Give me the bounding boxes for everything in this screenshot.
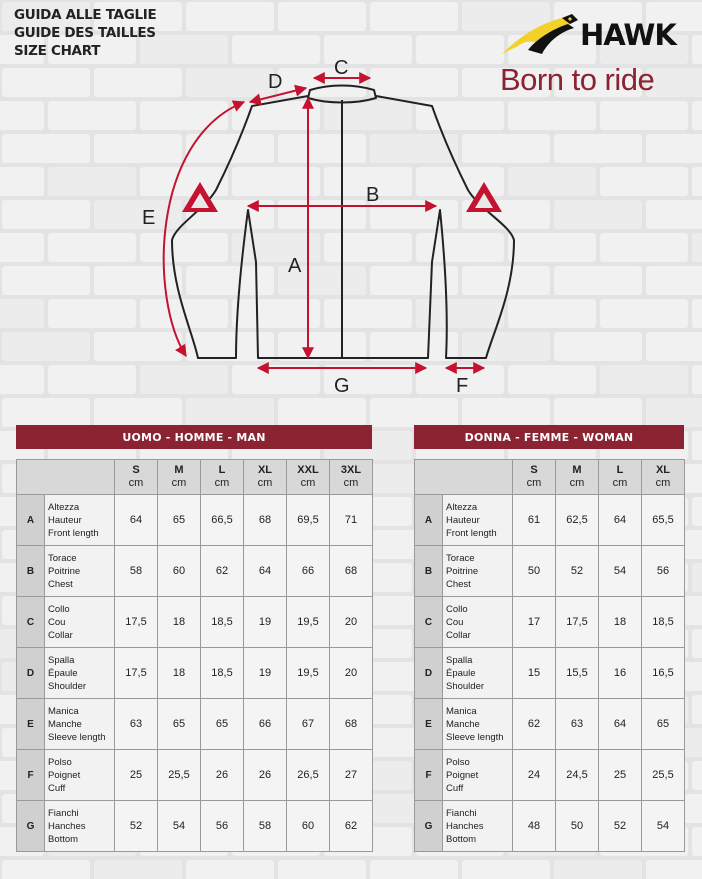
man-value-cell: 58 xyxy=(115,546,158,597)
woman-description-line: Épaule xyxy=(446,667,476,679)
man-value-cell: 25,5 xyxy=(158,750,201,801)
man-value-cell: 63 xyxy=(115,699,158,750)
woman-value-cell: 52 xyxy=(556,546,599,597)
man-value-cell: 68 xyxy=(330,699,373,750)
man-row-description xyxy=(45,699,115,750)
man-row-letter: G xyxy=(17,801,45,852)
arrow-e xyxy=(164,102,244,356)
woman-table-row xyxy=(415,495,685,546)
man-description-line: Torace xyxy=(48,552,77,564)
brand-name: HAWK xyxy=(580,18,676,52)
man-description-line: Manche xyxy=(48,718,82,730)
man-value-cell: 19,5 xyxy=(287,648,330,699)
man-description-line: Épaule xyxy=(48,667,78,679)
man-title-band: UOMO - HOMME - MAN xyxy=(16,425,372,449)
man-value-cell: 67 xyxy=(287,699,330,750)
warning-triangle-left xyxy=(182,182,218,212)
man-value-cell: 65 xyxy=(158,699,201,750)
woman-description-line: Cou xyxy=(446,616,464,628)
woman-unit-label: cm xyxy=(655,477,671,489)
jacket-outline xyxy=(172,86,514,359)
man-value-cell: 66 xyxy=(244,699,287,750)
woman-value-cell: 18,5 xyxy=(642,597,685,648)
man-size-label: XXL xyxy=(297,464,319,476)
man-unit-label: cm xyxy=(171,477,187,489)
man-value-cell: 17,5 xyxy=(115,648,158,699)
man-value-cell: 65 xyxy=(158,495,201,546)
woman-description-line: Altezza xyxy=(446,501,478,513)
woman-unit-label: cm xyxy=(612,477,628,489)
label-g: G xyxy=(334,375,350,397)
woman-table-row xyxy=(415,801,685,852)
woman-size-label: S xyxy=(530,464,538,476)
woman-description-line: Shoulder xyxy=(446,680,485,692)
woman-header-blank xyxy=(415,460,513,495)
man-table-row xyxy=(17,546,373,597)
woman-value-cell: 15 xyxy=(513,648,556,699)
woman-size-header xyxy=(642,460,685,495)
label-b: B xyxy=(366,184,380,206)
woman-value-cell: 52 xyxy=(599,801,642,852)
man-value-cell: 64 xyxy=(115,495,158,546)
man-value-cell: 25 xyxy=(115,750,158,801)
woman-value-cell: 25,5 xyxy=(642,750,685,801)
woman-value-cell: 64 xyxy=(599,495,642,546)
woman-description-line: Torace xyxy=(446,552,475,564)
man-unit-label: cm xyxy=(128,477,144,489)
man-value-cell: 68 xyxy=(330,546,373,597)
man-description-line: Manica xyxy=(48,705,79,717)
man-size-header xyxy=(158,460,201,495)
man-row-description xyxy=(45,597,115,648)
man-value-cell: 52 xyxy=(115,801,158,852)
woman-unit-label: cm xyxy=(569,477,585,489)
man-row-description xyxy=(45,801,115,852)
woman-table-row xyxy=(415,699,685,750)
man-row-description xyxy=(45,750,115,801)
woman-description-line: Sleeve length xyxy=(446,731,504,743)
man-value-cell: 66,5 xyxy=(201,495,244,546)
woman-description-line: Hauteur xyxy=(446,514,480,526)
warning-triangle-right xyxy=(466,182,502,212)
man-table-row xyxy=(17,750,373,801)
man-size-label: XL xyxy=(257,464,273,476)
man-value-cell: 19,5 xyxy=(287,597,330,648)
woman-description-line: Cuff xyxy=(446,782,464,794)
man-value-cell: 20 xyxy=(330,648,373,699)
woman-value-cell: 65 xyxy=(642,699,685,750)
man-size-header xyxy=(244,460,287,495)
man-row-letter: C xyxy=(17,597,45,648)
man-unit-label: cm xyxy=(214,477,230,489)
man-value-cell: 65 xyxy=(201,699,244,750)
man-description-line: Hanches xyxy=(48,820,86,832)
man-value-cell: 17,5 xyxy=(115,597,158,648)
woman-description-line: Chest xyxy=(446,578,471,590)
man-size-table xyxy=(16,459,373,852)
man-row-letter: D xyxy=(17,648,45,699)
man-size-header xyxy=(115,460,158,495)
man-row-letter: B xyxy=(17,546,45,597)
woman-size-header xyxy=(513,460,556,495)
woman-row-letter: A xyxy=(415,495,443,546)
man-header-row xyxy=(17,460,373,495)
woman-size-label: L xyxy=(616,464,624,476)
woman-value-cell: 25 xyxy=(599,750,642,801)
label-c: C xyxy=(334,57,349,79)
woman-row-letter: G xyxy=(415,801,443,852)
man-value-cell: 18,5 xyxy=(201,597,244,648)
man-description-line: Chest xyxy=(48,578,73,590)
man-value-cell: 19 xyxy=(244,597,287,648)
label-a: A xyxy=(288,255,302,277)
woman-value-cell: 62,5 xyxy=(556,495,599,546)
man-value-cell: 18 xyxy=(158,648,201,699)
woman-row-description xyxy=(443,750,513,801)
woman-value-cell: 61 xyxy=(513,495,556,546)
man-value-cell: 26 xyxy=(201,750,244,801)
man-description-line: Bottom xyxy=(48,833,79,845)
woman-row-description xyxy=(443,495,513,546)
woman-description-line: Spalla xyxy=(446,654,473,666)
woman-row-letter: F xyxy=(415,750,443,801)
man-value-cell: 62 xyxy=(330,801,373,852)
man-value-cell: 71 xyxy=(330,495,373,546)
woman-description-line: Fianchi xyxy=(446,807,477,819)
woman-description-line: Manche xyxy=(446,718,480,730)
man-description-line: Shoulder xyxy=(48,680,87,692)
woman-value-cell: 17 xyxy=(513,597,556,648)
woman-value-cell: 64 xyxy=(599,699,642,750)
hawk-bird-icon xyxy=(500,10,580,60)
man-size-label: S xyxy=(132,464,140,476)
man-value-cell: 18 xyxy=(158,597,201,648)
woman-row-description xyxy=(443,597,513,648)
label-d: D xyxy=(268,71,283,93)
man-description-line: Fianchi xyxy=(48,807,79,819)
man-description-line: Cou xyxy=(48,616,66,628)
man-description-line: Altezza xyxy=(48,501,80,513)
woman-size-header xyxy=(556,460,599,495)
man-row-letter: E xyxy=(17,699,45,750)
brand-tagline: Born to ride xyxy=(500,62,655,97)
man-value-cell: 64 xyxy=(244,546,287,597)
man-description-line: Spalla xyxy=(48,654,75,666)
man-description-line: Collo xyxy=(48,603,70,615)
woman-description-line: Collar xyxy=(446,629,471,641)
size-chart-titles xyxy=(14,6,156,60)
man-row-letter: F xyxy=(17,750,45,801)
woman-value-cell: 24,5 xyxy=(556,750,599,801)
woman-value-cell: 15,5 xyxy=(556,648,599,699)
woman-row-letter: B xyxy=(415,546,443,597)
woman-row-letter: E xyxy=(415,699,443,750)
woman-value-cell: 54 xyxy=(599,546,642,597)
woman-description-line: Poignet xyxy=(446,769,479,781)
woman-size-label: XL xyxy=(655,464,671,476)
man-value-cell: 60 xyxy=(287,801,330,852)
man-row-description xyxy=(45,546,115,597)
label-e: E xyxy=(142,207,156,229)
man-size-label: 3XL xyxy=(340,464,362,476)
woman-title-band: DONNA - FEMME - WOMAN xyxy=(414,425,684,449)
woman-description-line: Front length xyxy=(446,527,497,539)
woman-description-line: Polso xyxy=(446,756,470,768)
man-size-header xyxy=(287,460,330,495)
woman-row-description xyxy=(443,699,513,750)
woman-value-cell: 63 xyxy=(556,699,599,750)
man-size-label: M xyxy=(174,464,184,476)
man-value-cell: 62 xyxy=(201,546,244,597)
man-description-line: Polso xyxy=(48,756,72,768)
man-table-row xyxy=(17,495,373,546)
man-description-line: Sleeve length xyxy=(48,731,106,743)
woman-value-cell: 24 xyxy=(513,750,556,801)
woman-value-cell: 50 xyxy=(513,546,556,597)
woman-row-description xyxy=(443,801,513,852)
man-value-cell: 18,5 xyxy=(201,648,244,699)
man-description-line: Poitrine xyxy=(48,565,81,577)
woman-value-cell: 17,5 xyxy=(556,597,599,648)
woman-table-row xyxy=(415,750,685,801)
man-value-cell: 56 xyxy=(201,801,244,852)
man-size-header xyxy=(201,460,244,495)
woman-row-description xyxy=(443,546,513,597)
woman-description-line: Hanches xyxy=(446,820,484,832)
woman-table-row xyxy=(415,648,685,699)
woman-value-cell: 18 xyxy=(599,597,642,648)
man-value-cell: 66 xyxy=(287,546,330,597)
man-value-cell: 26,5 xyxy=(287,750,330,801)
man-description-line: Cuff xyxy=(48,782,66,794)
woman-value-cell: 62 xyxy=(513,699,556,750)
man-row-letter: A xyxy=(17,495,45,546)
hawk-logo xyxy=(500,8,690,103)
woman-value-cell: 54 xyxy=(642,801,685,852)
man-table-row xyxy=(17,699,373,750)
man-table-row xyxy=(17,801,373,852)
woman-value-cell: 50 xyxy=(556,801,599,852)
man-value-cell: 27 xyxy=(330,750,373,801)
man-unit-label: cm xyxy=(300,477,316,489)
woman-description-line: Collo xyxy=(446,603,468,615)
man-size-label: L xyxy=(218,464,226,476)
measurement-arrows xyxy=(164,78,484,368)
woman-value-cell: 48 xyxy=(513,801,556,852)
man-value-cell: 20 xyxy=(330,597,373,648)
label-f: F xyxy=(456,375,469,397)
man-value-cell: 54 xyxy=(158,801,201,852)
title-french: GUIDE DES TAILLES xyxy=(14,25,156,41)
man-value-cell: 58 xyxy=(244,801,287,852)
man-table-row xyxy=(17,597,373,648)
woman-table-row xyxy=(415,546,685,597)
woman-row-letter: D xyxy=(415,648,443,699)
man-size-header xyxy=(330,460,373,495)
man-unit-label: cm xyxy=(343,477,359,489)
man-unit-label: cm xyxy=(257,477,273,489)
woman-value-cell: 16 xyxy=(599,648,642,699)
title-english: SIZE CHART xyxy=(14,43,101,59)
woman-size-label: M xyxy=(572,464,582,476)
man-header-blank xyxy=(17,460,115,495)
man-value-cell: 19 xyxy=(244,648,287,699)
woman-description-line: Manica xyxy=(446,705,477,717)
man-value-cell: 69,5 xyxy=(287,495,330,546)
man-size-section xyxy=(16,425,372,852)
woman-value-cell: 16,5 xyxy=(642,648,685,699)
woman-header-row xyxy=(415,460,685,495)
man-value-cell: 68 xyxy=(244,495,287,546)
woman-value-cell: 56 xyxy=(642,546,685,597)
man-value-cell: 26 xyxy=(244,750,287,801)
woman-value-cell: 65,5 xyxy=(642,495,685,546)
woman-row-letter: C xyxy=(415,597,443,648)
man-row-description xyxy=(45,495,115,546)
man-row-description xyxy=(45,648,115,699)
man-description-line: Front length xyxy=(48,527,99,539)
man-table-row xyxy=(17,648,373,699)
woman-row-description xyxy=(443,648,513,699)
man-description-line: Poignet xyxy=(48,769,81,781)
woman-size-section xyxy=(414,425,684,852)
man-description-line: Hauteur xyxy=(48,514,82,526)
woman-size-table xyxy=(414,459,685,852)
man-description-line: Collar xyxy=(48,629,73,641)
woman-size-header xyxy=(599,460,642,495)
woman-description-line: Poitrine xyxy=(446,565,479,577)
title-italian: GUIDA ALLE TAGLIE xyxy=(14,7,157,23)
woman-unit-label: cm xyxy=(526,477,542,489)
woman-table-row xyxy=(415,597,685,648)
woman-description-line: Bottom xyxy=(446,833,477,845)
man-value-cell: 60 xyxy=(158,546,201,597)
